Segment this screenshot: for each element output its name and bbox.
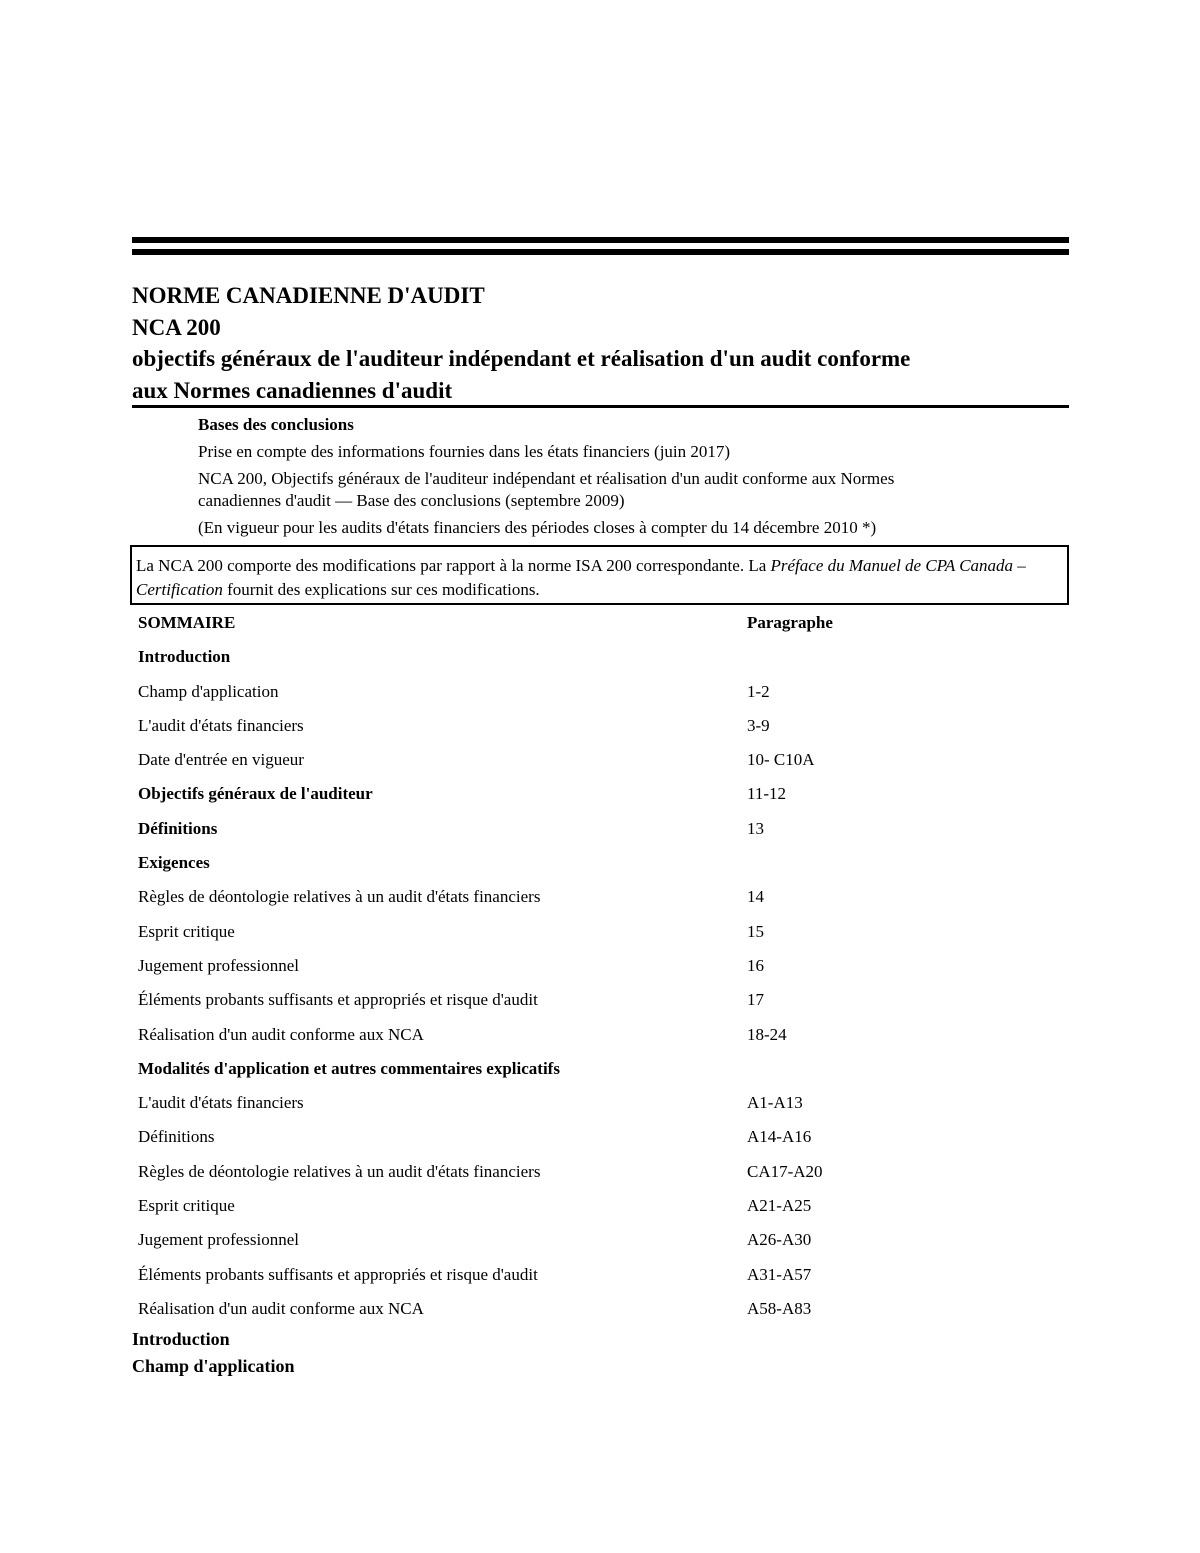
table-of-contents — [138, 606, 1068, 1326]
toc-entry-paragraph: 10- C10A — [747, 750, 815, 770]
toc-entry-label[interactable]: Éléments probants suffisants et appropriés et risque d'audit — [138, 1264, 538, 1284]
toc-row[interactable] — [138, 709, 1068, 743]
toc-entry-paragraph: 1-2 — [747, 681, 770, 701]
notice-preface-reference: Préface du Manuel de CPA Canada – Certification — [136, 556, 1026, 599]
toc-entry-paragraph: A26-A30 — [747, 1230, 812, 1250]
toc-entry-paragraph: CA17-A20 — [747, 1161, 823, 1181]
toc-entry-paragraph: 15 — [747, 921, 764, 941]
toc-row[interactable] — [138, 949, 1068, 983]
toc-entry-label[interactable]: Réalisation d'un audit conforme aux NCA — [138, 1024, 424, 1044]
toc-entry-paragraph: 14 — [747, 887, 764, 907]
toc-entry-label[interactable]: Exigences — [138, 853, 210, 873]
toc-row[interactable] — [138, 915, 1068, 949]
toc-entry-paragraph: A14-A16 — [747, 1127, 812, 1147]
toc-entry-label[interactable]: Esprit critique — [138, 921, 235, 941]
toc-row[interactable] — [138, 1155, 1068, 1189]
toc-row[interactable] — [138, 880, 1068, 914]
toc-entry-paragraph: A21-A25 — [747, 1196, 812, 1216]
toc-entry-label[interactable]: Jugement professionnel — [138, 1230, 299, 1250]
toc-entry-label[interactable]: Date d'entrée en vigueur — [138, 750, 304, 770]
toc-entry-label[interactable]: Réalisation d'un audit conforme aux NCA — [138, 1298, 424, 1318]
bases-link-nca200-line1: NCA 200, Objectifs généraux de l'auditeur indépendant et réalisation d'un audit conforme aux Normes — [198, 469, 895, 488]
toc-entry-label[interactable]: Introduction — [138, 647, 231, 667]
title-underline — [132, 405, 1069, 408]
top-double-rule-upper — [132, 237, 1069, 243]
toc-row[interactable] — [138, 1189, 1068, 1223]
toc-row[interactable] — [138, 1018, 1068, 1052]
toc-entry-paragraph: 3-9 — [747, 715, 770, 735]
toc-entry-paragraph: 13 — [747, 818, 764, 838]
standard-number: NCA 200 — [132, 315, 221, 340]
notice-text-end: fournit des explications sur ces modifications. — [222, 580, 540, 599]
toc-entry-label[interactable]: Objectifs généraux de l'auditeur — [138, 784, 373, 804]
toc-entry-paragraph: A58-A83 — [747, 1298, 812, 1318]
bases-link-disclosure: Prise en compte des informations fournies dans les états financiers (juin 2017) — [198, 442, 731, 461]
standard-name: NORME CANADIENNE D'AUDIT — [132, 283, 485, 308]
toc-header-sommaire: SOMMAIRE — [138, 613, 236, 632]
modification-notice-box — [130, 545, 1069, 605]
toc-header-row — [138, 606, 1068, 640]
toc-row[interactable] — [138, 777, 1068, 811]
toc-entry-label[interactable]: Règles de déontologie relatives à un audit d'états financiers — [138, 887, 541, 907]
bases-link-nca200-line2: canadiennes d'audit — Base des conclusions (septembre 2009) — [198, 491, 625, 510]
toc-entry-paragraph: A31-A57 — [747, 1264, 812, 1284]
top-double-rule-lower — [132, 249, 1069, 255]
notice-text-start: La NCA 200 comporte des modifications par rapport à la norme ISA 200 correspondante. La — [136, 556, 771, 575]
toc-header-paragraphe: Paragraphe — [747, 613, 833, 632]
toc-row[interactable] — [138, 846, 1068, 880]
toc-entry-label[interactable]: L'audit d'états financiers — [138, 715, 304, 735]
toc-row[interactable] — [138, 812, 1068, 846]
toc-entry-label[interactable]: Modalités d'application et autres commentaires explicatifs — [138, 1058, 560, 1078]
toc-row[interactable] — [138, 1086, 1068, 1120]
standard-title-line-1: objectifs généraux de l'auditeur indépendant et réalisation d'un audit conforme — [132, 346, 911, 371]
bases-heading: Bases des conclusions — [198, 415, 354, 434]
effective-date-note: (En vigueur pour les audits d'états financiers des périodes closes à compter du 14 décembre 2010 *) — [198, 518, 877, 537]
toc-row[interactable] — [138, 1223, 1068, 1257]
standard-title-line-2: aux Normes canadiennes d'audit — [132, 378, 453, 403]
toc-entry-label[interactable]: Règles de déontologie relatives à un audit d'états financiers — [138, 1161, 541, 1181]
toc-row[interactable] — [138, 640, 1068, 674]
toc-entry-label[interactable]: L'audit d'états financiers — [138, 1093, 304, 1113]
toc-row[interactable] — [138, 983, 1068, 1017]
section-heading-champ-application: Champ d'application — [132, 1356, 295, 1376]
section-heading-introduction: Introduction — [132, 1329, 230, 1349]
toc-row[interactable] — [138, 1052, 1068, 1086]
toc-row[interactable] — [138, 1120, 1068, 1154]
toc-row[interactable] — [138, 743, 1068, 777]
toc-entry-label[interactable]: Définitions — [138, 818, 218, 838]
bases-des-conclusions — [198, 412, 894, 540]
toc-entry-paragraph: A1-A13 — [747, 1093, 803, 1113]
toc-entry-paragraph: 18-24 — [747, 1024, 787, 1044]
toc-body — [138, 640, 1068, 1326]
toc-row[interactable] — [138, 1258, 1068, 1292]
toc-entry-label[interactable]: Esprit critique — [138, 1196, 235, 1216]
toc-row[interactable] — [138, 1292, 1068, 1326]
toc-entry-paragraph: 11-12 — [747, 784, 787, 804]
toc-entry-label[interactable]: Définitions — [138, 1127, 215, 1147]
toc-entry-paragraph: 17 — [747, 990, 764, 1010]
toc-entry-label[interactable]: Champ d'application — [138, 681, 279, 701]
toc-entry-label[interactable]: Jugement professionnel — [138, 955, 299, 975]
toc-entry-paragraph: 16 — [747, 955, 764, 975]
toc-entry-label[interactable]: Éléments probants suffisants et appropriés et risque d'audit — [138, 990, 538, 1010]
toc-row[interactable] — [138, 675, 1068, 709]
